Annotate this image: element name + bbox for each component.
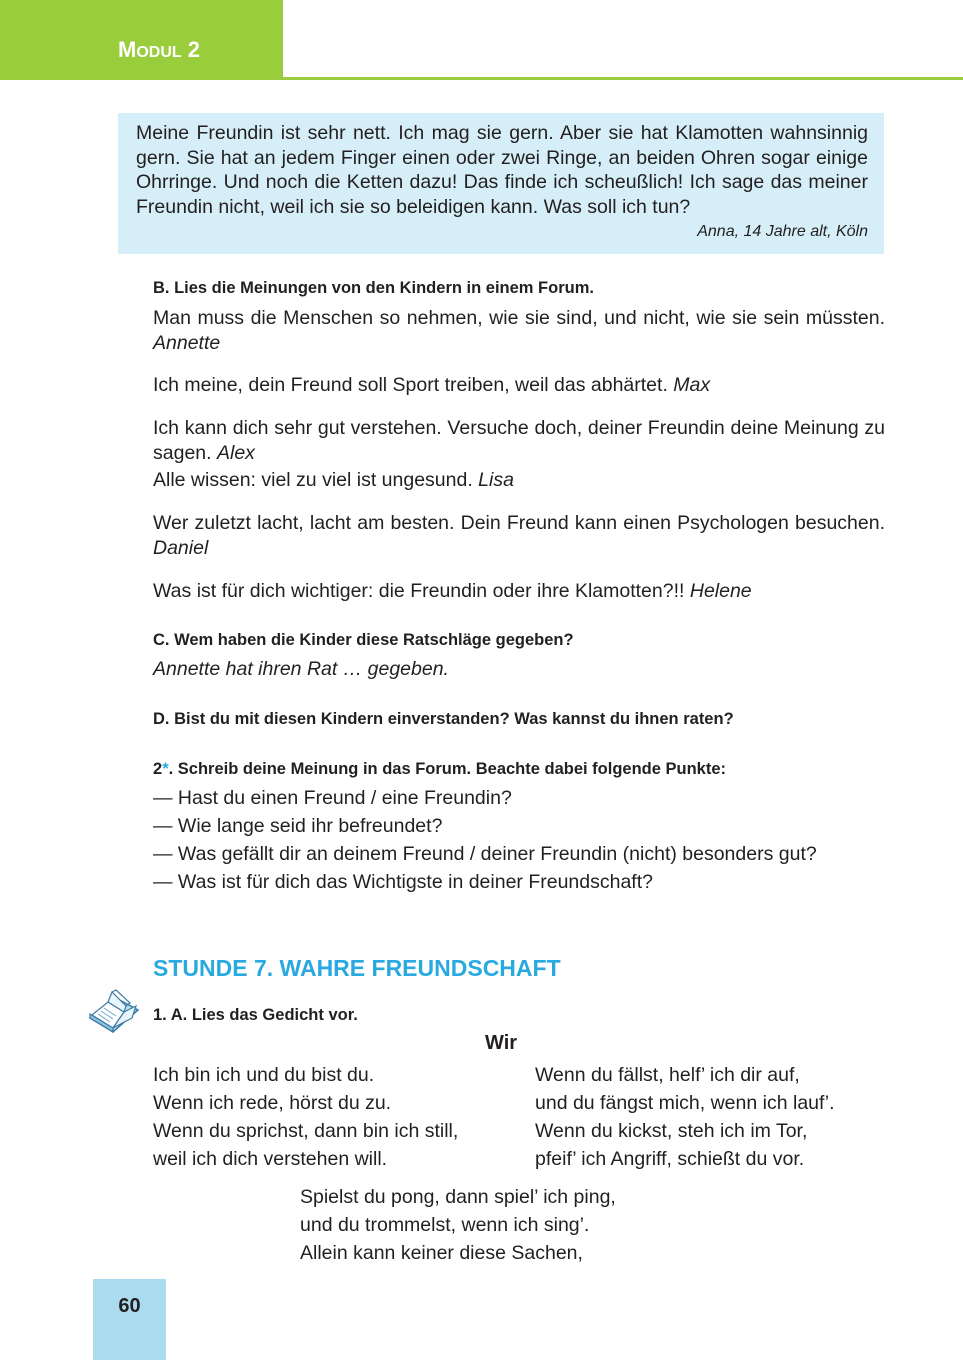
- modul-tab: [0, 0, 283, 80]
- opinion-author: Helene: [689, 580, 752, 602]
- task-2-points: [153, 784, 885, 896]
- poem-line: und du fängst mich, wenn ich lauf’.: [535, 1092, 835, 1114]
- opinion-text: Alle wissen: viel zu viel ist ungesund.: [153, 469, 473, 491]
- opinion-text: Was ist für dich wichtiger: die Freundin oder ihre Klamotten?!!: [153, 580, 685, 602]
- page-number-box: [93, 1279, 166, 1360]
- poem-line: und du trommelst, wenn ich sing’.: [300, 1214, 590, 1236]
- opinion-author: Annette: [153, 331, 221, 354]
- letter-box: [118, 113, 884, 254]
- poem-stanza-center: [300, 1183, 616, 1267]
- letter-signature: Anna, 14 Jahre alt, Köln: [697, 223, 868, 240]
- poem-line: Wenn du kickst, steh ich im Tor,: [535, 1120, 808, 1142]
- task-2-title-text: . Schreib deine Meinung in das Forum. Beachte dabei folgende Punkte:: [168, 760, 727, 778]
- opinion-lisa: [153, 468, 885, 493]
- task-c-title-text: C. Wem haben die Kinder diese Ratschläge gegeben?: [153, 631, 574, 649]
- modul-number: 2: [187, 37, 201, 62]
- task-2-point: — Was gefällt dir an deinem Freund / deiner Freundin (nicht) besonders gut?: [153, 843, 817, 865]
- opinion-annette: [153, 306, 885, 355]
- task-b-title-text: B. Lies die Meinungen von den Kindern in einem Forum.: [153, 279, 594, 297]
- opinion-alex: [153, 416, 885, 465]
- task-c-example: [153, 657, 885, 682]
- modul-label: [118, 37, 200, 66]
- opinion-text: Wer zuletzt lacht, lacht am besten. Dein Freund kann einen Psychologen besuchen.: [153, 512, 885, 534]
- task-d-title-text: D. Bist du mit diesen Kindern einverstanden? Was kannst du ihnen raten?: [153, 710, 734, 728]
- star-icon: *: [162, 760, 169, 778]
- opinion-text: Ich kann dich sehr gut verstehen. Versuche doch, deiner Freundin deine Meinung zu sagen.: [153, 417, 885, 464]
- poem-line: weil ich dich verstehen will.: [153, 1148, 388, 1170]
- task-2-point: — Was ist für dich das Wichtigste in deiner Freundschaft?: [153, 871, 653, 893]
- opinion-author: Alex: [216, 441, 255, 464]
- poem-line: Wenn du fällst, helf’ ich dir auf,: [535, 1064, 800, 1086]
- opinion-author: Lisa: [478, 469, 514, 491]
- poem-line: Wenn ich rede, hörst du zu.: [153, 1092, 392, 1114]
- letter-text: Meine Freundin ist sehr nett. Ich mag sie gern. Aber sie hat Klamotten wahnsinnig gern. Sie hat an jedem Finger einen oder zwei Ringe, an beiden Ohren sogar einige Ohrringe. Und noch die Ketten dazu! Das finde ich scheußlich! Ich sage das meiner Freundin nicht, weil ich sie so beleidigen kann. Was soll ich tun?: [136, 122, 868, 218]
- task-2-point: — Wie lange seid ihr befreundet?: [153, 815, 443, 837]
- task-c-title: [153, 630, 885, 650]
- opinion-max: [153, 373, 885, 398]
- poem-line: Allein kann keiner diese Sachen,: [300, 1242, 583, 1264]
- poem-title: Wir: [485, 1032, 518, 1054]
- opinion-text: Ich meine, dein Freund soll Sport treiben, weil das abhärtet.: [153, 374, 668, 396]
- opinion-daniel: [153, 511, 885, 560]
- page-number: 60: [118, 1295, 141, 1317]
- opinion-author: Daniel: [153, 536, 209, 559]
- modul-first-letter: M: [118, 37, 137, 62]
- opinion-text: Man muss die Menschen so nehmen, wie sie sind, und nicht, wie sie sein müssten.: [153, 307, 885, 329]
- task-2-title: [153, 759, 885, 779]
- task-1a-title: [153, 1005, 885, 1025]
- header-divider: [283, 77, 963, 80]
- poem-stanza-right: [535, 1061, 835, 1173]
- opinion-author: Max: [673, 374, 711, 396]
- modul-rest-letters: ODUL: [136, 44, 182, 61]
- poem-line: Spielst du pong, dann spiel’ ich ping,: [300, 1186, 616, 1208]
- task-1a-title-text: 1. A. Lies das Gedicht vor.: [153, 1006, 358, 1024]
- section-title: STUNDE 7. WAHRE FREUNDSCHAFT: [153, 955, 561, 981]
- open-book-icon: [86, 988, 142, 1038]
- poem-line: Wenn du sprichst, dann bin ich still,: [153, 1120, 459, 1142]
- poem-stanza-left: [153, 1061, 458, 1173]
- poem-line: pfeif’ ich Angriff, schießt du vor.: [535, 1148, 805, 1170]
- poem-line: Ich bin ich und du bist du.: [153, 1064, 375, 1086]
- task-2-point: — Hast du einen Freund / eine Freundin?: [153, 787, 512, 809]
- task-b-title: [153, 278, 885, 298]
- task-2-number: 2: [153, 760, 163, 778]
- opinion-helene: [153, 579, 885, 604]
- task-d-title: [153, 709, 885, 729]
- task-c-example-text: Annette hat ihren Rat … gegeben.: [153, 658, 449, 680]
